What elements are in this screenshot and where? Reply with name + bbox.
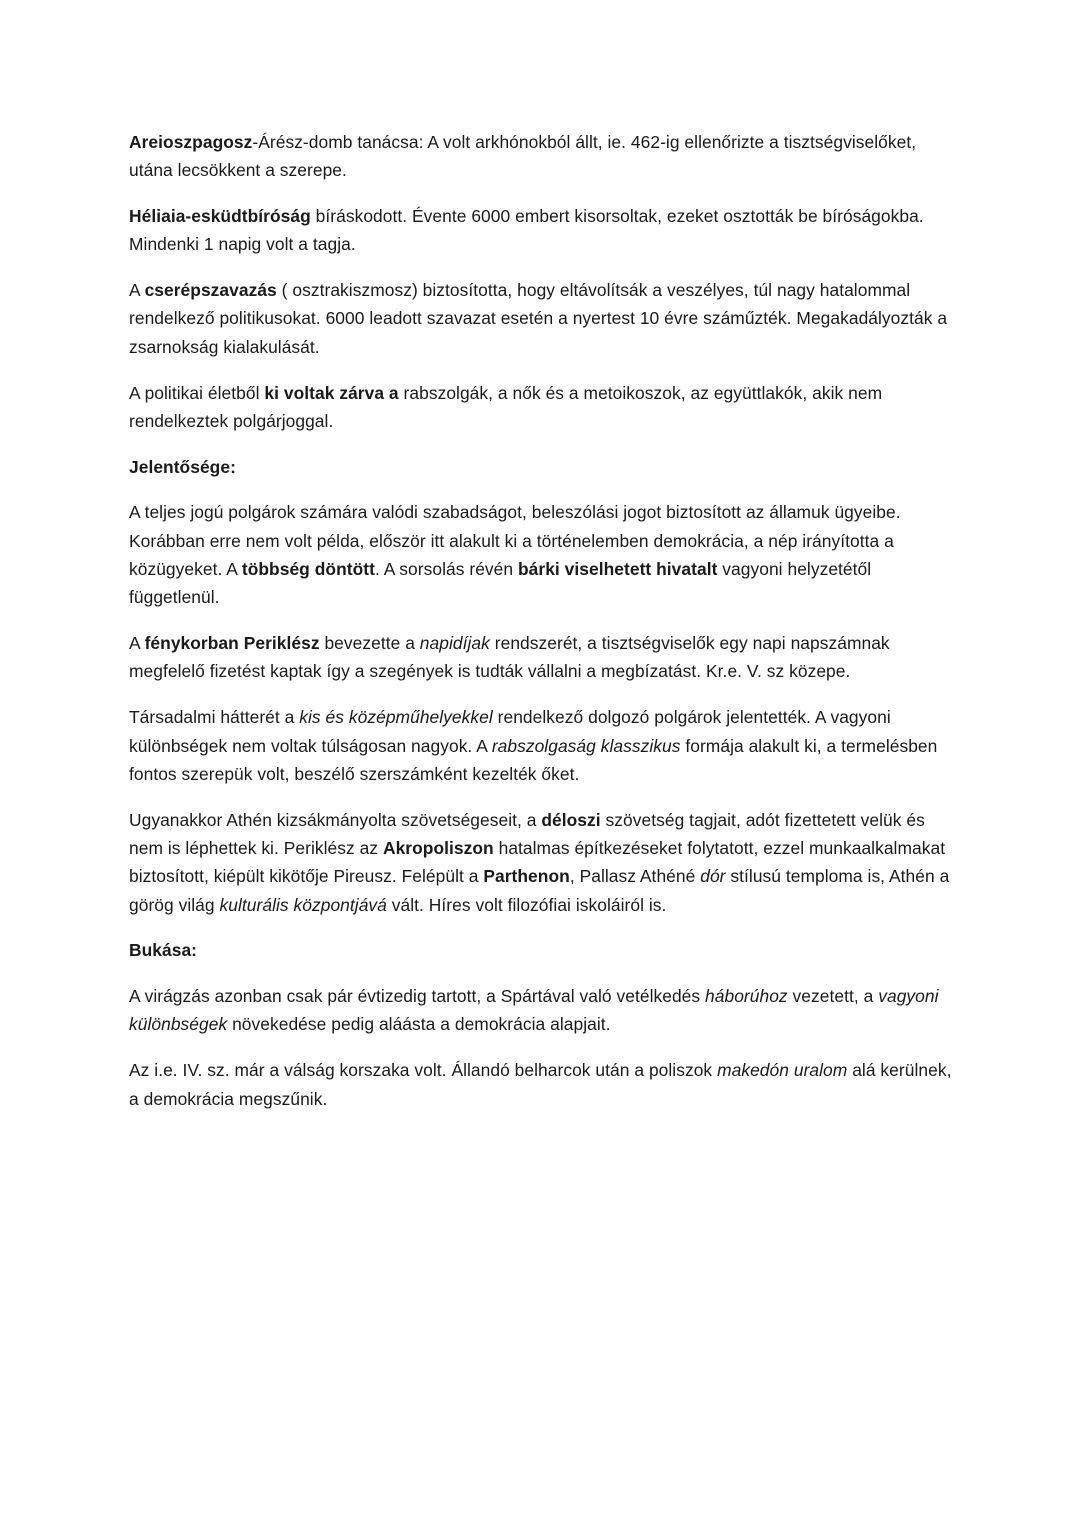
term-deloszi: déloszi [541,809,601,830]
term-heliaia: Héliaia-esküdtbíróság [129,206,311,227]
heading-jelentosege: Jelentősége: [129,456,236,477]
term-ki-voltak-zarva: ki voltak zárva a [264,382,399,403]
paragraph-heliaia: Héliaia-esküdtbíróság bíráskodott. Évente 6000 embert kisorsoltak, ezeket osztották be bíróságokba. Mindenki 1 napig volt a tagja. [129,206,924,255]
term-fenykorban-perikles: fénykorban Periklész [144,633,320,654]
paragraph-areioszpagosz: Areioszpagosz-Árész-domb tanácsa: A volt arkhónokból állt, ie. 462-ig ellenőrizte a tisztségviselőket, utána lecsökkent a szerepe. [129,132,917,181]
term-rabszolgasag-klasszikus: rabszolgaság klasszikus [491,735,681,756]
paragraph-szabadsag: A teljes jogú polgárok számára valódi szabadságot, beleszólási jogot biztosított az államuk ügyeibe. Korábban erre nem volt példa, először itt alakult ki a történelemben demokrácia, a nép irányította a közügyeket. A többség döntött. A sorsolás révén bárki viselhetett hivatalt vagyoni helyzetétől függetlenül. [129,502,901,608]
paragraph-viragzas: A virágzás azonban csak pár évtizedig tartott, a Spártával való vetélkedés háborúhoz vezetett, a vagyoni különbségek növekedése pedig aláásta a demokrácia alapjait. [129,986,939,1035]
term-makedon-uralom: makedón uralom [717,1060,848,1081]
term-tobbseg-dontott: többség döntött [241,559,375,580]
term-haboruhoz: háborúhoz [705,986,788,1007]
term-vagyoni-kulonbsegek: vagyoni különbségek [129,986,939,1035]
term-kis-es-kozepmuhelyek: kis és középműhelyekkel [299,707,493,728]
document-page [129,128,959,1130]
paragraph-fenykor: A fénykorban Periklész bevezette a napidíjak rendszerét, a tisztségviselők egy napi napszámnak megfelelő fizetést kaptak így a szegények is tudták vállalni a megbízatást. Kr.e. V. sz közepe. [129,633,890,682]
paragraph-tarsadalmi: Társadalmi hátterét a kis és középműhelyekkel rendelkező dolgozó polgárok jelentették. A vagyoni különbségek nem voltak túlságosan nagyok. A rabszolgaság klasszikus formája alakult ki, a termelésben fontos szerepük volt, beszélő szerszámként kezelték őket. [129,707,938,784]
paragraph-deloszi: Ugyanakkor Athén kizsákmányolta szövetségeseit, a déloszi szövetség tagjait, adót fizettetett velük és nem is léphettek ki. Periklész az Akropoliszon hatalmas építkezéseket folytatott, ezzel munkaalkalmakat biztosított, kiépült kikötője Pireusz. Felépült a Parthenon, Pallasz Athéné dór stílusú temploma is, Athén a görög világ kulturális központjává vált. Híres volt filozófiai iskoláiról is. [129,809,950,915]
term-dor: dór [700,866,726,887]
term-kulturalis-kozpontja: kulturális központjává [219,894,387,915]
term-napidijak: napidíjak [419,633,490,654]
paragraph-valsag: Az i.e. IV. sz. már a válság korszaka volt. Állandó belharcok után a poliszok makedón uralom alá kerülnek, a demokrácia megszűnik. [129,1060,952,1109]
paragraph-kizartak: A politikai életből ki voltak zárva a rabszolgák, a nők és a metoikoszok, az együttlakók, akik nem rendelkeztek polgárjoggal. [129,382,883,431]
term-akropoliszon: Akropoliszon [382,837,494,858]
term-cserepszavazas: cserépszavazás [144,280,277,301]
paragraph-cserepszavazas: A cserépszavazás ( osztrakiszmosz) biztosította, hogy eltávolítsák a veszélyes, túl nagy hatalommal rendelkező politikusokat. 6000 leadott szavazat esetén a nyertest 10 évre száműzték. Megakadályozták a zsarnokság kialakulását. [129,280,948,357]
heading-bukasa: Bukása: [129,940,198,961]
term-parthenon: Parthenon [483,866,570,887]
term-barki-viselhetett-hivatalt: bárki viselhetett hivatalt [517,559,718,580]
term-areioszpagosz: Areioszpagosz [129,132,253,152]
